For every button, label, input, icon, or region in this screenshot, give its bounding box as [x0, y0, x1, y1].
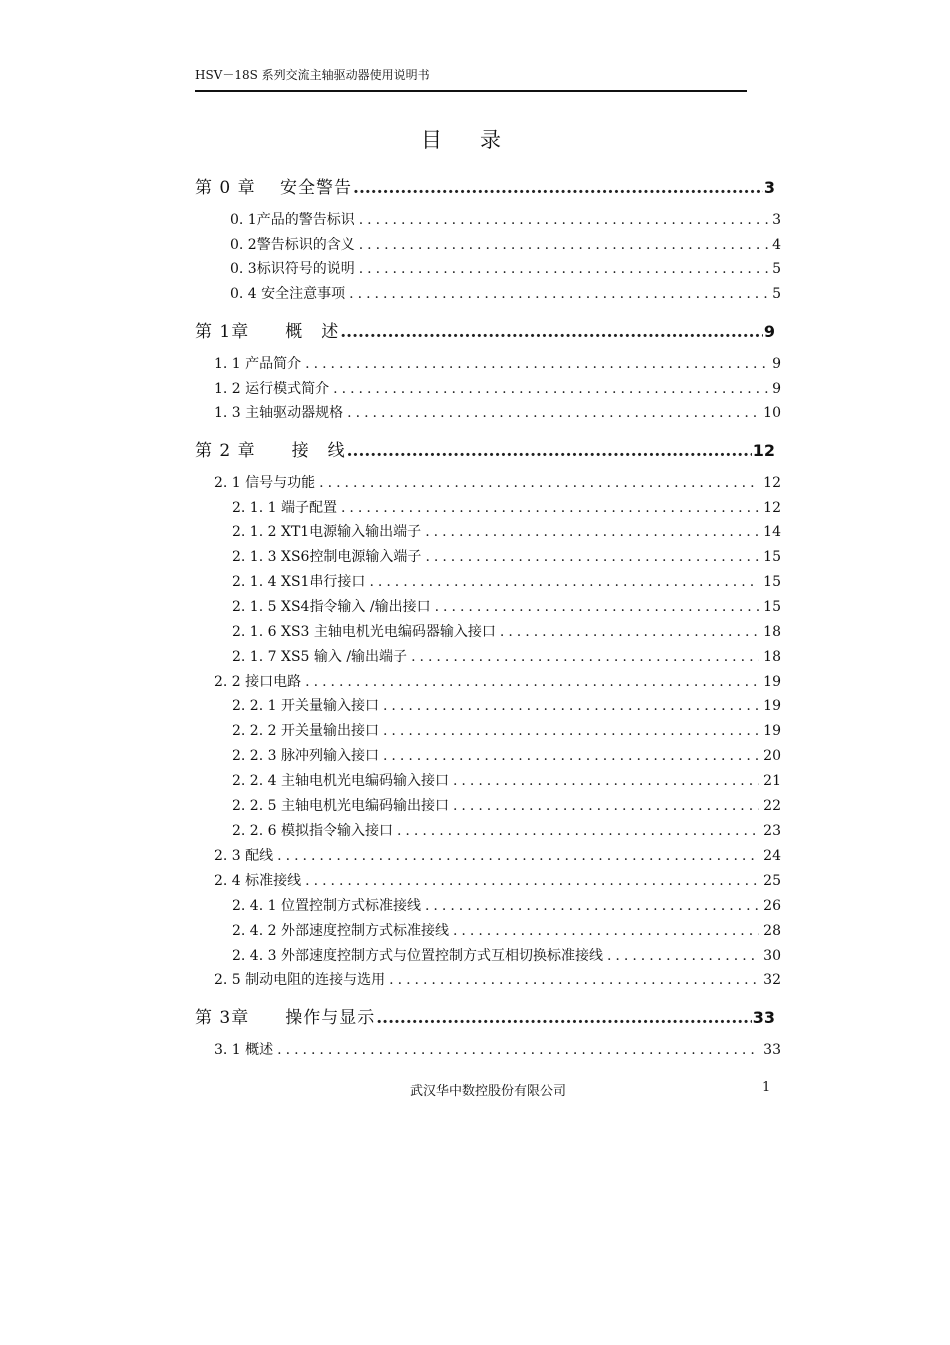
toc-entry-label: 2. 1. 7 XS5 输入 /输出端子 [232, 649, 408, 665]
toc-entry-label: 2. 2. 1 开关量输入接口 [232, 698, 379, 714]
toc-entry-label: 3. 1 概述 [214, 1042, 274, 1058]
toc-entry-page: 18 [763, 649, 781, 665]
toc-entry-page: 30 [763, 948, 781, 964]
toc-entry-label: 2. 2. 4 主轴电机光电编码输入接口 [232, 773, 449, 789]
toc-entry-page: 24 [763, 848, 781, 864]
toc-entry-label: 2. 1. 6 XS3 主轴电机光电编码器输入接口 [232, 624, 496, 640]
toc-leader-dots [340, 322, 763, 342]
running-header-text: HSV－18S 系列交流主轴驱动器使用说明书 [195, 68, 430, 82]
toc-leader-dots [453, 923, 759, 939]
toc-entry-label: 0. 2警告标识的含义 [230, 237, 355, 253]
toc-entry-label: 2. 1. 4 XS1串行接口 [232, 574, 366, 590]
page-title: 目录 [421, 128, 539, 152]
toc-leader-dots [411, 649, 759, 665]
toc-entry-0-2[interactable] [230, 234, 781, 254]
toc-leader-dots [333, 381, 768, 397]
toc-entry-page: 28 [763, 923, 781, 939]
toc-entry-label: 2. 4. 2 外部速度控制方式标准接线 [232, 923, 449, 939]
toc-leader-dots [453, 773, 759, 789]
toc-entry-page: 18 [763, 624, 781, 640]
toc-entry-2-4[interactable] [214, 870, 781, 890]
toc-entry-2-2-4[interactable] [232, 770, 781, 790]
toc-leader-dots [383, 748, 759, 764]
toc-entry-label: 2. 3 配线 [214, 848, 274, 864]
toc-entry-2-1-6[interactable] [232, 621, 781, 641]
toc-entry-page: 33 [752, 1008, 775, 1027]
toc-entry-label: 1. 1 产品简介 [214, 356, 302, 372]
toc-entry-3-1[interactable] [214, 1039, 781, 1059]
toc-entry-page: 10 [763, 405, 781, 421]
toc-entry-0-1[interactable] [230, 209, 781, 229]
toc-leader-dots [383, 723, 759, 739]
footer-page-number: 1 [762, 1080, 771, 1095]
toc-leader-dots [369, 574, 759, 590]
toc-leader-dots [425, 549, 759, 565]
toc-entry-page: 15 [763, 549, 781, 565]
toc-leader-dots [305, 356, 768, 372]
toc-leader-dots [397, 823, 759, 839]
toc-entry-2-5[interactable] [214, 969, 781, 989]
toc-entry-2-1-4[interactable] [232, 571, 781, 591]
toc-entry-page: 15 [763, 574, 781, 590]
toc-entry-chapter-3[interactable] [195, 1003, 775, 1028]
toc-entry-label: 2. 2 接口电路 [214, 674, 302, 690]
toc-entry-label: 2. 4. 1 位置控制方式标准接线 [232, 898, 421, 914]
toc-entry-label: 第 0 章 安全警告 [195, 178, 353, 198]
toc-entry-page: 23 [763, 823, 781, 839]
toc-entry-page: 5 [772, 286, 781, 302]
toc-entry-page: 9 [772, 356, 781, 372]
toc-entry-label: 2. 2. 6 模拟指令输入接口 [232, 823, 393, 839]
toc-leader-dots [383, 698, 759, 714]
toc-entry-page: 19 [763, 674, 781, 690]
toc-entry-2-1[interactable] [214, 472, 781, 492]
toc-leader-dots [359, 237, 768, 253]
toc-entry-2-2-6[interactable] [232, 820, 781, 840]
toc-leader-dots [389, 972, 759, 988]
toc-entry-0-3[interactable] [230, 258, 781, 278]
toc-entry-label: 第 1章 概 述 [195, 322, 340, 342]
toc-leader-dots [277, 848, 759, 864]
toc-entry-page: 15 [763, 599, 781, 615]
toc-entry-label: 2. 2. 5 主轴电机光电编码输出接口 [232, 798, 449, 814]
toc-leader-dots [347, 441, 752, 461]
toc-entry-page: 21 [763, 773, 781, 789]
toc-entry-2-2[interactable] [214, 671, 781, 691]
toc-entry-label: 2. 4. 3 外部速度控制方式与位置控制方式互相切换标准接线 [232, 948, 603, 964]
toc-entry-label: 2. 1. 1 端子配置 [232, 500, 337, 516]
toc-entry-label: 2. 1. 5 XS4指令输入 /输出接口 [232, 599, 431, 615]
toc-entry-page: 20 [763, 748, 781, 764]
toc-entry-page: 22 [763, 798, 781, 814]
toc-leader-dots [347, 405, 759, 421]
toc-entry-2-4-1[interactable] [232, 895, 781, 915]
toc-entry-label: 2. 1 信号与功能 [214, 475, 316, 491]
toc-entry-page: 12 [763, 475, 781, 491]
toc-entry-page: 12 [763, 500, 781, 516]
toc-leader-dots [341, 500, 759, 516]
toc-entry-label: 0. 3标识符号的说明 [230, 261, 355, 277]
toc-leader-dots [425, 898, 759, 914]
toc-entry-page: 9 [763, 322, 775, 341]
toc-entry-label: 2. 1. 3 XS6控制电源输入端子 [232, 549, 422, 565]
toc-entry-2-3[interactable] [214, 845, 781, 865]
toc-entry-chapter-2[interactable] [195, 436, 775, 461]
toc-entry-1-3[interactable] [214, 402, 781, 422]
toc-entry-label: 2. 4 标准接线 [214, 873, 302, 889]
toc-entry-page: 32 [763, 972, 781, 988]
toc-entry-page: 33 [763, 1042, 781, 1058]
toc-entry-page: 25 [763, 873, 781, 889]
toc-leader-dots [319, 475, 759, 491]
toc-leader-dots [305, 873, 759, 889]
toc-entry-label: 2. 2. 3 脉冲列输入接口 [232, 748, 379, 764]
toc-entry-chapter-0[interactable] [195, 173, 775, 198]
toc-entry-2-1-1[interactable] [232, 497, 781, 517]
toc-leader-dots [353, 178, 763, 198]
toc-leader-dots [376, 1008, 752, 1028]
toc-entry-2-1-3[interactable] [232, 546, 781, 566]
toc-entry-label: 第 3章 操作与显示 [195, 1008, 376, 1028]
toc-entry-2-4-2[interactable] [232, 920, 781, 940]
toc-entry-2-4-3[interactable] [232, 945, 781, 965]
toc-entry-2-2-1[interactable] [232, 695, 781, 715]
toc-entry-2-1-2[interactable] [232, 521, 781, 541]
toc-leader-dots [305, 674, 759, 690]
toc-entry-2-1-5[interactable] [232, 596, 781, 616]
toc-leader-dots [435, 599, 760, 615]
toc-entry-page: 12 [752, 441, 775, 460]
toc-leader-dots [607, 948, 759, 964]
toc-entry-page: 4 [772, 237, 781, 253]
toc-entry-label: 0. 1产品的警告标识 [230, 212, 355, 228]
toc-entry-label: 2. 5 制动电阻的连接与选用 [214, 972, 386, 988]
toc-entry-page: 3 [772, 212, 781, 228]
toc-entry-1-1[interactable] [214, 353, 781, 373]
toc-entry-2-1-7[interactable] [232, 646, 781, 666]
toc-leader-dots [349, 286, 768, 302]
toc-entry-chapter-1[interactable] [195, 317, 775, 342]
toc-entry-page: 5 [772, 261, 781, 277]
toc-entry-label: 2. 2. 2 开关量输出接口 [232, 723, 379, 739]
toc-entry-2-2-2[interactable] [232, 720, 781, 740]
toc-entry-label: 1. 2 运行模式简介 [214, 381, 330, 397]
toc-leader-dots [453, 798, 759, 814]
toc-entry-page: 3 [763, 178, 775, 197]
toc-entry-2-2-3[interactable] [232, 745, 781, 765]
toc-entry-page: 26 [763, 898, 781, 914]
toc-leader-dots [425, 524, 759, 540]
toc-leader-dots [277, 1042, 759, 1058]
toc-entry-2-2-5[interactable] [232, 795, 781, 815]
toc-leader-dots [359, 261, 768, 277]
toc-entry-page: 14 [763, 524, 781, 540]
toc-leader-dots [359, 212, 768, 228]
toc-leader-dots [500, 624, 759, 640]
toc-entry-page: 19 [763, 723, 781, 739]
footer-company: 武汉华中数控股份有限公司 [410, 1084, 567, 1099]
toc-entry-page: 9 [772, 381, 781, 397]
toc-entry-label: 1. 3 主轴驱动器规格 [214, 405, 344, 421]
toc-entry-label: 0. 4 安全注意事项 [230, 286, 346, 302]
toc-entry-label: 第 2 章 接 线 [195, 441, 346, 461]
toc-entry-1-2[interactable] [214, 378, 781, 398]
toc-entry-page: 19 [763, 698, 781, 714]
toc-entry-0-4[interactable] [230, 283, 781, 303]
toc-entry-label: 2. 1. 2 XT1电源输入输出端子 [232, 524, 422, 540]
